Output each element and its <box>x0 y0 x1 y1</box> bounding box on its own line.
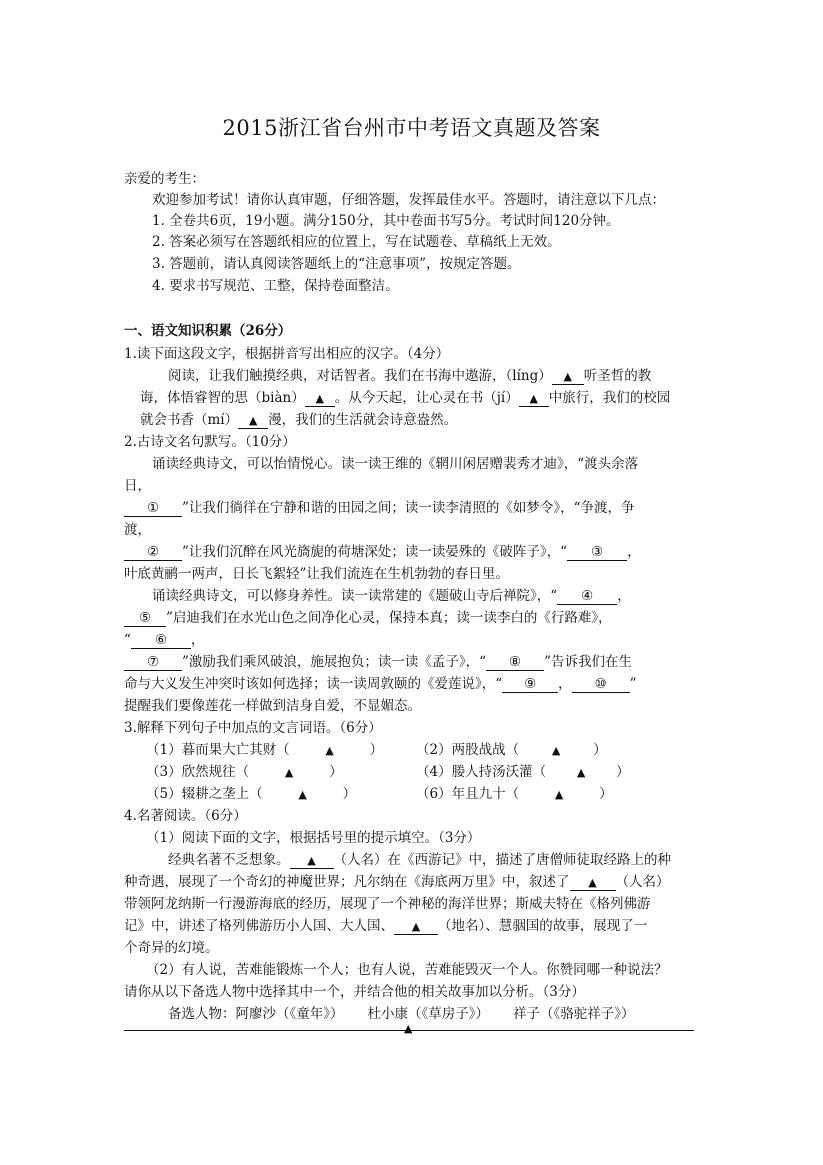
q2-text: ”启迪我们在水光山色之间净化心灵，保持本真；读一读李白的《行路难》， <box>166 610 612 626</box>
question-1-line <box>140 411 457 429</box>
q4-line: 个奇异的幻境。 <box>124 940 219 956</box>
q2-text: ， <box>617 588 631 604</box>
answer-slot[interactable] <box>263 785 343 804</box>
answer-blank[interactable]: ⑨ <box>502 677 558 693</box>
question-2-line <box>124 543 641 561</box>
q3-close: ） <box>369 742 384 758</box>
candidate-item: 杜小康（《草房子》） <box>367 1006 489 1022</box>
answer-slot[interactable] <box>519 741 593 760</box>
q3-item-text: （5）辍耕之垄上（ <box>146 786 263 802</box>
q1-text: 听圣哲的教 <box>583 368 652 384</box>
q2-text: ”让我们沉醉在风光旖旎的荷塘深处；读一读晏殊的《破阵子》，“ <box>182 544 568 560</box>
triangle-icon: ▲ <box>576 766 586 779</box>
section-heading: 一、语文知识积累（26分） <box>124 323 292 339</box>
answer-blank[interactable] <box>290 853 334 869</box>
q1-text: 就会书香（mí） <box>140 412 239 428</box>
answer-slot[interactable] <box>546 763 616 782</box>
q2-text: ， <box>190 632 205 648</box>
question-2-line: 渡， <box>124 522 151 538</box>
q4-line <box>124 917 647 935</box>
q2-text: 诵读经典诗文，可以修身养性。读一读常建的《题破山寺后禅院》，“ <box>152 588 558 604</box>
answer-slot[interactable] <box>519 785 599 804</box>
note-item: 2. 答案必须写在答题纸相应的位置上，写在试题卷、草稿纸上无效。 <box>152 234 561 250</box>
q3-close: ） <box>593 742 607 758</box>
answer-blank[interactable]: ⑤ <box>124 611 166 627</box>
triangle-icon: ▲ <box>563 370 572 383</box>
question-2-line <box>124 609 612 627</box>
q1-text: 。从今天起，让心灵在书（jí） <box>334 390 519 406</box>
q3-item <box>416 785 613 804</box>
question-1-line <box>168 367 651 385</box>
q4-line <box>168 851 671 869</box>
answer-blank[interactable]: ③ <box>567 545 627 561</box>
triangle-icon: ▲ <box>248 414 258 427</box>
intro-text: 欢迎参加考试！请你认真审题，仔细答题，发挥最佳水平。答题时，请注意以下几点： <box>152 192 665 208</box>
q1-text: 诲，体悟睿智的思（biàn） <box>140 390 305 406</box>
triangle-icon: ▲ <box>298 788 307 801</box>
q2-text: ， <box>558 676 572 692</box>
answer-blank[interactable]: ⑦ <box>124 655 182 671</box>
candidate-item: 祥子（《骆驼祥子》） <box>513 1006 635 1022</box>
question-2-line <box>124 653 632 671</box>
q3-close: ） <box>599 786 613 802</box>
question-2-line: 日， <box>124 478 151 494</box>
answer-blank[interactable]: ⑩ <box>572 677 630 693</box>
q1-text: 中旅行，我们的校园 <box>548 390 671 406</box>
q3-item-text: （2）两股战战（ <box>416 742 520 758</box>
answer-blank[interactable]: ① <box>124 501 182 517</box>
q3-item-text: （6）年且九十（ <box>416 786 520 802</box>
answer-blank[interactable] <box>394 919 438 935</box>
q2-text: “ <box>124 632 131 648</box>
q4-line: 请你从以下备选人物中选择其中一个，并结合他的相关故事加以分析。（3分） <box>124 984 585 1000</box>
note-item: 1. 全卷共6页，19小题。满分150分，其中卷面书写5分。考试时间120分钟。 <box>152 213 620 229</box>
page-title: 2015浙江省台州市中考语文真题及答案 <box>222 116 601 140</box>
answer-blank[interactable] <box>552 369 584 385</box>
candidate-list <box>168 1005 635 1023</box>
q3-item-text: （3）欣然规往（ <box>146 764 250 780</box>
q3-item-text: （4）媵人持汤沃灌（ <box>416 764 547 780</box>
q4-sub-question: （2）有人说，苦难能锻炼一个人；也有人说，苦难能毁灭一个人。你赞同哪一种说法？ <box>146 962 668 978</box>
note-item: 4. 要求书写规范、工整，保持卷面整洁。 <box>152 278 399 294</box>
question-4-title: 4.名著阅读。（6分） <box>124 808 247 824</box>
question-2-line <box>124 499 635 517</box>
triangle-icon: ▲ <box>529 392 538 405</box>
q2-text: ， <box>627 544 641 560</box>
candidate-item: 阿廖沙（《童年》） <box>235 1006 344 1022</box>
q4-text: 经典名著不乏想象。 <box>168 852 290 868</box>
answer-blank[interactable] <box>519 391 549 407</box>
greeting: 亲爱的考生： <box>124 171 205 187</box>
q4-line: 带领阿龙纳斯一行漫游海底的经历，展现了一个神秘的海洋世界；斯威夫特在《格列佛游 <box>124 896 651 912</box>
answer-blank[interactable]: ② <box>124 545 182 561</box>
answer-blank[interactable]: ⑥ <box>131 633 191 649</box>
answer-blank[interactable] <box>238 413 268 429</box>
answer-slot[interactable] <box>249 763 329 782</box>
answer-slot[interactable] <box>290 741 370 760</box>
question-2-title: 2.古诗文名句默写。（10分） <box>124 434 296 450</box>
q3-close: ） <box>342 786 357 802</box>
question-2-line: 诵读经典诗文，可以怡情悦心。读一读王维的《辋川闲居赠裴秀才迪》，“渡头余落 <box>152 456 639 472</box>
triangle-icon: ▲ <box>307 854 316 867</box>
q2-text: ”让我们徜徉在宁静和谐的田园之间；读一读李清照的《如梦令》，“争渡，争 <box>182 500 635 516</box>
q3-item <box>416 763 630 782</box>
triangle-icon: ▲ <box>554 788 564 801</box>
triangle-icon: ▲ <box>404 1022 413 1035</box>
q3-item <box>416 741 607 760</box>
q4-text: 记》中，讲述了格列佛游历小人国、大人国、 <box>124 918 394 934</box>
q4-text: （人名）在《西游记》中，描述了唐僧师徒取经路上的种 <box>333 852 671 868</box>
triangle-icon: ▲ <box>315 392 324 405</box>
q2-text: ”激励我们乘风破浪，施展抱负；读一读《孟子》，“ <box>182 654 487 670</box>
triangle-icon: ▲ <box>411 920 421 933</box>
q1-text: 阅读，让我们触摸经典，对话智者。我们在书海中遨游，（líng） <box>168 368 552 384</box>
question-2-line: 提醒我们要像莲花一样做到洁身自爱，不显媚态。 <box>124 698 421 714</box>
q3-item-text: （1）暮而果大亡其财（ <box>146 742 290 758</box>
question-2-line <box>152 587 631 605</box>
q3-close: ） <box>329 764 343 780</box>
answer-blank[interactable]: ⑧ <box>486 655 544 671</box>
q4-text: （地名）、慧骃国的故事，展现了一 <box>438 918 648 934</box>
answer-blank[interactable] <box>570 875 616 891</box>
q3-item <box>146 785 356 804</box>
triangle-icon: ▲ <box>551 744 561 757</box>
q4-sub-question: （1）阅读下面的文字，根据括号里的提示填空。（3分） <box>146 830 481 846</box>
q3-close: ） <box>616 764 630 780</box>
question-3-title: 3.解释下列句子中加点的文言词语。（6分） <box>124 720 382 736</box>
q3-item <box>146 763 343 782</box>
answer-blank[interactable] <box>305 391 335 407</box>
q2-text: 命与大义发生冲突时该如何选择；读一读周敦颐的《爱莲说》，“ <box>124 676 503 692</box>
question-2-line <box>124 675 637 693</box>
q2-text: ”告诉我们在生 <box>544 654 632 670</box>
q4-text: （人名） <box>615 874 670 890</box>
question-1-line <box>140 389 670 407</box>
question-1-title: 1.读下面这段文字，根据拼音写出相应的汉字。（4分） <box>124 346 450 362</box>
q3-item <box>146 741 383 760</box>
q4-text: 种奇遇，展现了一个奇幻的神魔世界；凡尔纳在《海底两万里》中，叙述了 <box>124 874 570 890</box>
question-2-line <box>124 631 204 649</box>
triangle-icon: ▲ <box>588 876 597 889</box>
q1-text: 漫，我们的生活就会诗意盎然。 <box>268 412 458 428</box>
triangle-icon: ▲ <box>284 766 294 779</box>
question-2-line: 叶底黄鹂一两声，日长飞絮轻”让我们流连在生机勃勃的春日里。 <box>124 566 509 582</box>
note-item: 3. 答题前，请认真阅读答题纸上的“注意事项”，按规定答题。 <box>152 256 521 272</box>
q4-line <box>124 873 670 891</box>
q2-text: ” <box>629 676 637 692</box>
triangle-icon: ▲ <box>325 744 334 757</box>
answer-blank[interactable]: ④ <box>557 589 617 605</box>
candidate-label: 备选人物： <box>168 1006 236 1022</box>
